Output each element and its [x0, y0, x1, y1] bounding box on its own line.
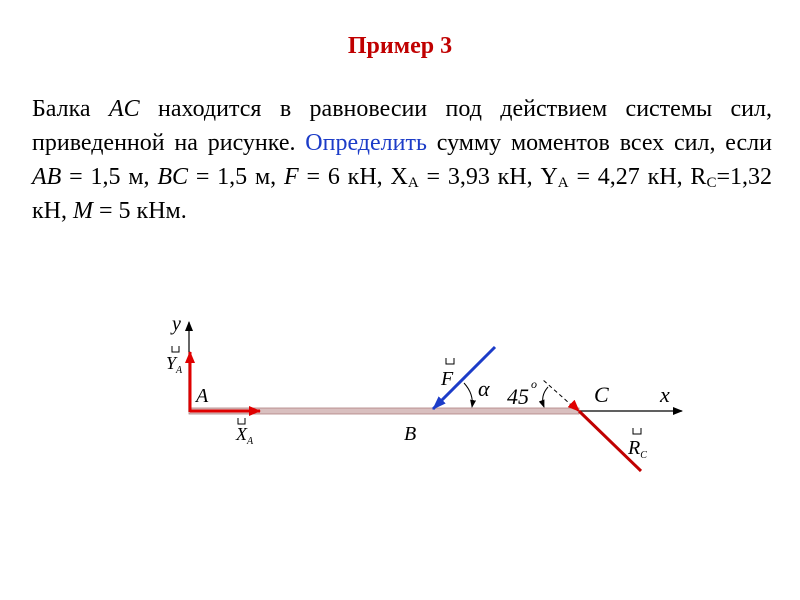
- point-a-label: A: [196, 385, 209, 407]
- rc-vector-mark: [633, 428, 641, 434]
- subscript: C: [706, 175, 717, 191]
- ya-subscript: A: [176, 365, 183, 376]
- rc-letter: R: [628, 437, 641, 459]
- segment-bc: BC: [157, 164, 188, 190]
- degree-mark: о: [531, 377, 537, 391]
- subscript: A: [557, 175, 569, 191]
- ya-vector-mark: [172, 346, 179, 352]
- xa-label: [235, 424, 254, 447]
- xa-letter: X: [236, 424, 247, 444]
- ya-label: [166, 353, 183, 376]
- angle-dashed-line: [542, 379, 578, 411]
- highlight-word: Определить: [305, 130, 427, 156]
- angle-alpha-label: α: [478, 376, 490, 401]
- text-part: = 3,93 кН, Y: [418, 164, 558, 190]
- x-axis-label: x: [660, 382, 670, 407]
- subscript: A: [407, 175, 419, 191]
- text-part: сумму моментов всех сил, если: [426, 130, 772, 156]
- ya-letter: Y: [166, 353, 177, 373]
- text-part: = 6 кН, X: [298, 164, 408, 190]
- text-part: находится в равновесии под действием системы сил, приведенной на рисунке.: [32, 96, 772, 156]
- text-part: = 4,27 кН, R: [568, 164, 707, 190]
- segment-ab: AB: [32, 164, 62, 190]
- point-c-label: C: [594, 382, 609, 407]
- text-part: = 5 кНм.: [93, 198, 187, 224]
- point-b-label: B: [404, 423, 417, 445]
- beam-label: AC: [108, 96, 140, 122]
- moment-label: M: [73, 198, 93, 224]
- force-f-label: F: [284, 164, 299, 190]
- xa-subscript: A: [247, 436, 254, 447]
- slide-title: Пример 3: [347, 33, 453, 59]
- force-f-text: F: [441, 368, 454, 390]
- rc-label: [627, 437, 647, 461]
- text-part: =1,32 кН,: [32, 164, 773, 224]
- angle-45-label: 45: [507, 384, 529, 409]
- rc-subscript: C: [640, 450, 647, 461]
- angle-45-arc: [543, 387, 548, 407]
- text-part: Балка: [32, 96, 109, 122]
- text-part: = 1,5 м,: [188, 164, 284, 190]
- angle-alpha-arc: [464, 383, 472, 407]
- f-vector-mark: [446, 358, 454, 364]
- y-axis-label: y: [172, 313, 181, 335]
- text-part: = 1,5 м,: [61, 164, 158, 190]
